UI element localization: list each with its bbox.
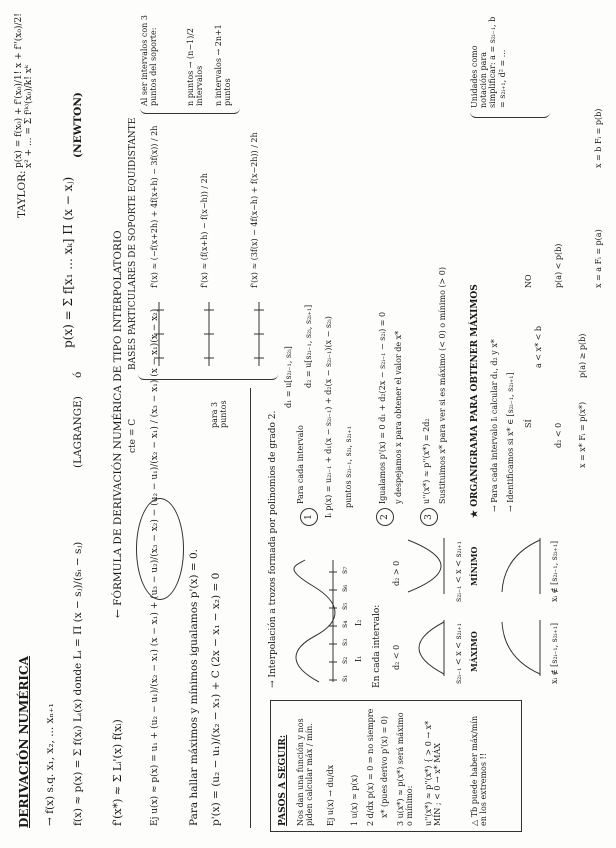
or-label: ó <box>72 371 84 378</box>
side-brace <box>140 107 240 114</box>
organigrama-right-note: Unidades como notación para simplificar: a = s₂ᵢ₋₁, b = s₂ᵢ₊₁, d² = ... <box>470 16 507 108</box>
extreme-label-2: xᵢ ∉ [s₂ᵢ₋₁, s₂ᵢ₊₁] <box>550 540 559 602</box>
organigrama-xa: x = a Fᵢ = p(a) <box>594 229 603 288</box>
extreme-label-1: xᵢ ∉ [s₂ᵢ₋₁, s₂ᵢ₊₁] <box>550 622 559 684</box>
step-3-text-2: Sustituimos x* para ver si es máximo (< 0) o mínimo (> 0) <box>438 266 447 504</box>
taylor-formula: p(x) = f(x₀) + f'(x₀)/1! x + f''(x₀)/2! x² + ... = Σ f⁽ᵏ⁾(x₀)/k! xᵏ <box>14 13 35 168</box>
pprime-equation: p'(x) = (u₂ − u₁)/(x₂ − x₁) + C (2x − x₁ − x₂) = 0 <box>210 572 222 826</box>
step-2-badge: 2 <box>376 508 394 526</box>
newton-label: (NEWTON) <box>72 92 84 158</box>
bases-formula-2: f'(x) ≈ (f(x+h) − f(x−h)) / 2h <box>200 173 209 288</box>
intro-line-2: f(x) ≈ p(x) = Σ f(xᵢ) Lᵢ(x) donde Lᵢ = Π (x − sⱼ)/(sᵢ − sⱼ) <box>72 541 84 826</box>
taylor-label: TAYLOR: <box>16 170 28 218</box>
step-2-text: Igualamos p'(x) = 0 d₁ + d₂(2x − s₂ᵢ₋₁ − s₂ᵢ) = 0 <box>378 311 387 504</box>
organigrama-line-2: → Identificamos si x* ∈ [s₂ᵢ₋₁, s₂ᵢ₊₁] <box>506 372 515 512</box>
side-note-3: n intervalos → 2n+1 puntos <box>214 24 233 106</box>
organigrama-d2lt: d₂ < 0 <box>554 422 563 448</box>
derivative-arrow-text: ← FÓRMULA DE DERIVACIÓN NUMÉRICA DE TIPO INTERPOLATORIO <box>112 230 124 618</box>
lagrange-label: (LAGRANGE) <box>72 396 84 468</box>
pasos-ej: Ej u(x) → du/dx <box>326 764 335 826</box>
pasos-intro: Nos dan una función y nos piden calcular máx / mín. <box>296 718 315 826</box>
organigrama-xb: x = b Fᵢ = p(b) <box>594 108 603 168</box>
bases-brace <box>138 371 278 380</box>
pasos-step-2b: x* (pues derivo p'(x) = 0) <box>380 715 389 818</box>
step-1-points: puntos s₂ᵢ₋₁, s₂ᵢ, s₂ᵢ₊₁ <box>344 426 353 508</box>
tick-label-s1: s₁ <box>340 674 349 682</box>
step-1-equation: Iᵢ p(x) = u₂ᵢ₋₁ + d₁(x − s₂ᵢ₋₁) + d₂(x − s₂ᵢ₋₁)(x − s₂ᵢ) <box>324 316 333 518</box>
maxmin-text: Para hallar máximos y mínimos igualamos p'(x) = 0. <box>188 549 200 826</box>
side-note-2: n puntos → (n−1)/2 intervalos <box>186 27 205 106</box>
bases-formula-1: f'(x) ≈ (−f(x+2h) + 4f(x+h) − 3f(x)) / 2h <box>150 125 159 288</box>
section-divider <box>250 388 251 828</box>
organigrama-line-1: → Para cada intervalo Iᵢ calcular d₁, d₂ y x* <box>490 339 499 512</box>
minimo-label: MÍNIMO <box>469 546 479 586</box>
bases-stencils <box>145 298 275 368</box>
step-3-badge: 3 <box>420 508 438 526</box>
step-1-badge: 1 <box>300 508 318 526</box>
monotone-curve-2 <box>500 536 546 596</box>
organigrama-xstar: x = x* Fᵢ = p(x*) <box>578 401 587 468</box>
organigrama-cond: a < x* < b <box>534 326 543 368</box>
step-2-text-2: y despejamos x para obtener el valor de x* <box>394 330 403 504</box>
cte-label: cte = C <box>128 418 138 453</box>
interval-label-1: I₁ <box>354 655 363 662</box>
tick-label-s5: s₅ <box>340 602 349 610</box>
tick-label-s2: s₂ <box>340 656 349 664</box>
para-3-puntos: para 3 puntos <box>210 400 229 428</box>
side-note-1: Al ser intervalos con 3 puntos del soporte: <box>140 15 159 106</box>
maximo-label: MÁXIMO <box>469 631 479 672</box>
range-min: s₂ᵢ₋₁ < x < s₂ᵢ₊₁ <box>454 541 463 602</box>
monotone-curve-1 <box>500 618 546 678</box>
pasos-step-3b: u''(x*) ≈ p''(x*) { > 0 → x* MÍN ; < 0 → x* MÁX <box>424 720 443 826</box>
interp-title: → Interpolación a trozos formada por polinomios de grado 2. <box>268 410 278 688</box>
tick-label-s6: s₆ <box>340 584 349 592</box>
pasos-step-1: 1 u(x) ≈ p(x) <box>350 774 359 826</box>
cada-intervalo: En cada intervalo: <box>372 604 382 688</box>
derivative-equation: f'(x*) ≈ Σ Lᵢ'(x) f(xᵢ) <box>111 719 124 826</box>
pasos-warning: △ Tb puede haber máx/mín en los extremos !! <box>470 715 489 826</box>
organigrama-pa: p(a) < p(b) <box>554 243 563 288</box>
step-3-text: u''(x*) ≈ p''(x*) = 2d₂ <box>422 418 431 504</box>
d2-positive-label: d₂ > 0 <box>392 560 401 586</box>
organigrama-pa2: p(a) ≥ p(b) <box>578 333 587 378</box>
page-title: DERIVACIÓN NUMÉRICA <box>17 656 31 828</box>
bases-formula-3: f'(x) ≈ (3f(x) − 4f(x−h) + f(x−2h)) / 2h <box>250 132 259 288</box>
coefficient-circle <box>136 498 184 600</box>
tick-label-s7: s₇ <box>340 566 349 574</box>
pasos-step-3: 3 u(x*) ≈ p(x*) será máximo o mínimo: <box>396 712 415 826</box>
step-1-d2: d₂ = u[s₂ᵢ₋₁, s₂ᵢ, s₂ᵢ₊₁] <box>304 304 313 388</box>
d2-negative-label: d₂ < 0 <box>392 644 401 670</box>
tick-label-s4: s₄ <box>340 620 349 628</box>
tick-label-s3: s₃ <box>340 638 349 646</box>
bases-title: BASES PARTICULARES DE SOPORTE EQUIDISTANTE <box>128 117 138 370</box>
organigrama-title: ★ ORGANIGRAMA PARA OBTENER MÁXIMOS <box>470 284 480 518</box>
right-note-brace <box>470 111 550 118</box>
pasos-step-2: 2 d/dx p(x) = 0 ⇒ no siempre <box>366 708 375 826</box>
parabola-concave-up <box>404 536 450 596</box>
newton-equation: p(x) = Σ f[x₁ ... xₖ] Π (x − xⱼ) <box>61 176 75 348</box>
interval-label-2: I₂ <box>354 619 363 626</box>
organigrama-no: NO <box>524 274 533 288</box>
step-1-d1: d₁ = u[s₂ᵢ₋₁, s₂ᵢ] <box>284 346 293 408</box>
example-equation: Ej u(x) ≈ p(x) = u₁ + (u₂ − u₁)/(x₂ − x₁) (x − x₁) + (u₃ − u₂)/(x₃ − x₂) − (u₂ − u₁)/(x₂ − x₁) / (x₃ − x₁) (x − x₁)(x − x₂) <box>150 308 160 826</box>
organigrama-si: SÍ <box>524 419 533 428</box>
pasos-title: PASOS A SEGUIR: <box>278 734 288 826</box>
step-1-title: Para cada intervalo <box>296 425 305 504</box>
parabola-concave-down <box>404 618 450 678</box>
intro-line-1: → f(x) s.q. x₁, x₂, ... xₙ₊₁ <box>44 703 56 826</box>
range-max: s₂ᵢ₋₁ < x < s₂ᵢ₊₁ <box>454 623 463 684</box>
